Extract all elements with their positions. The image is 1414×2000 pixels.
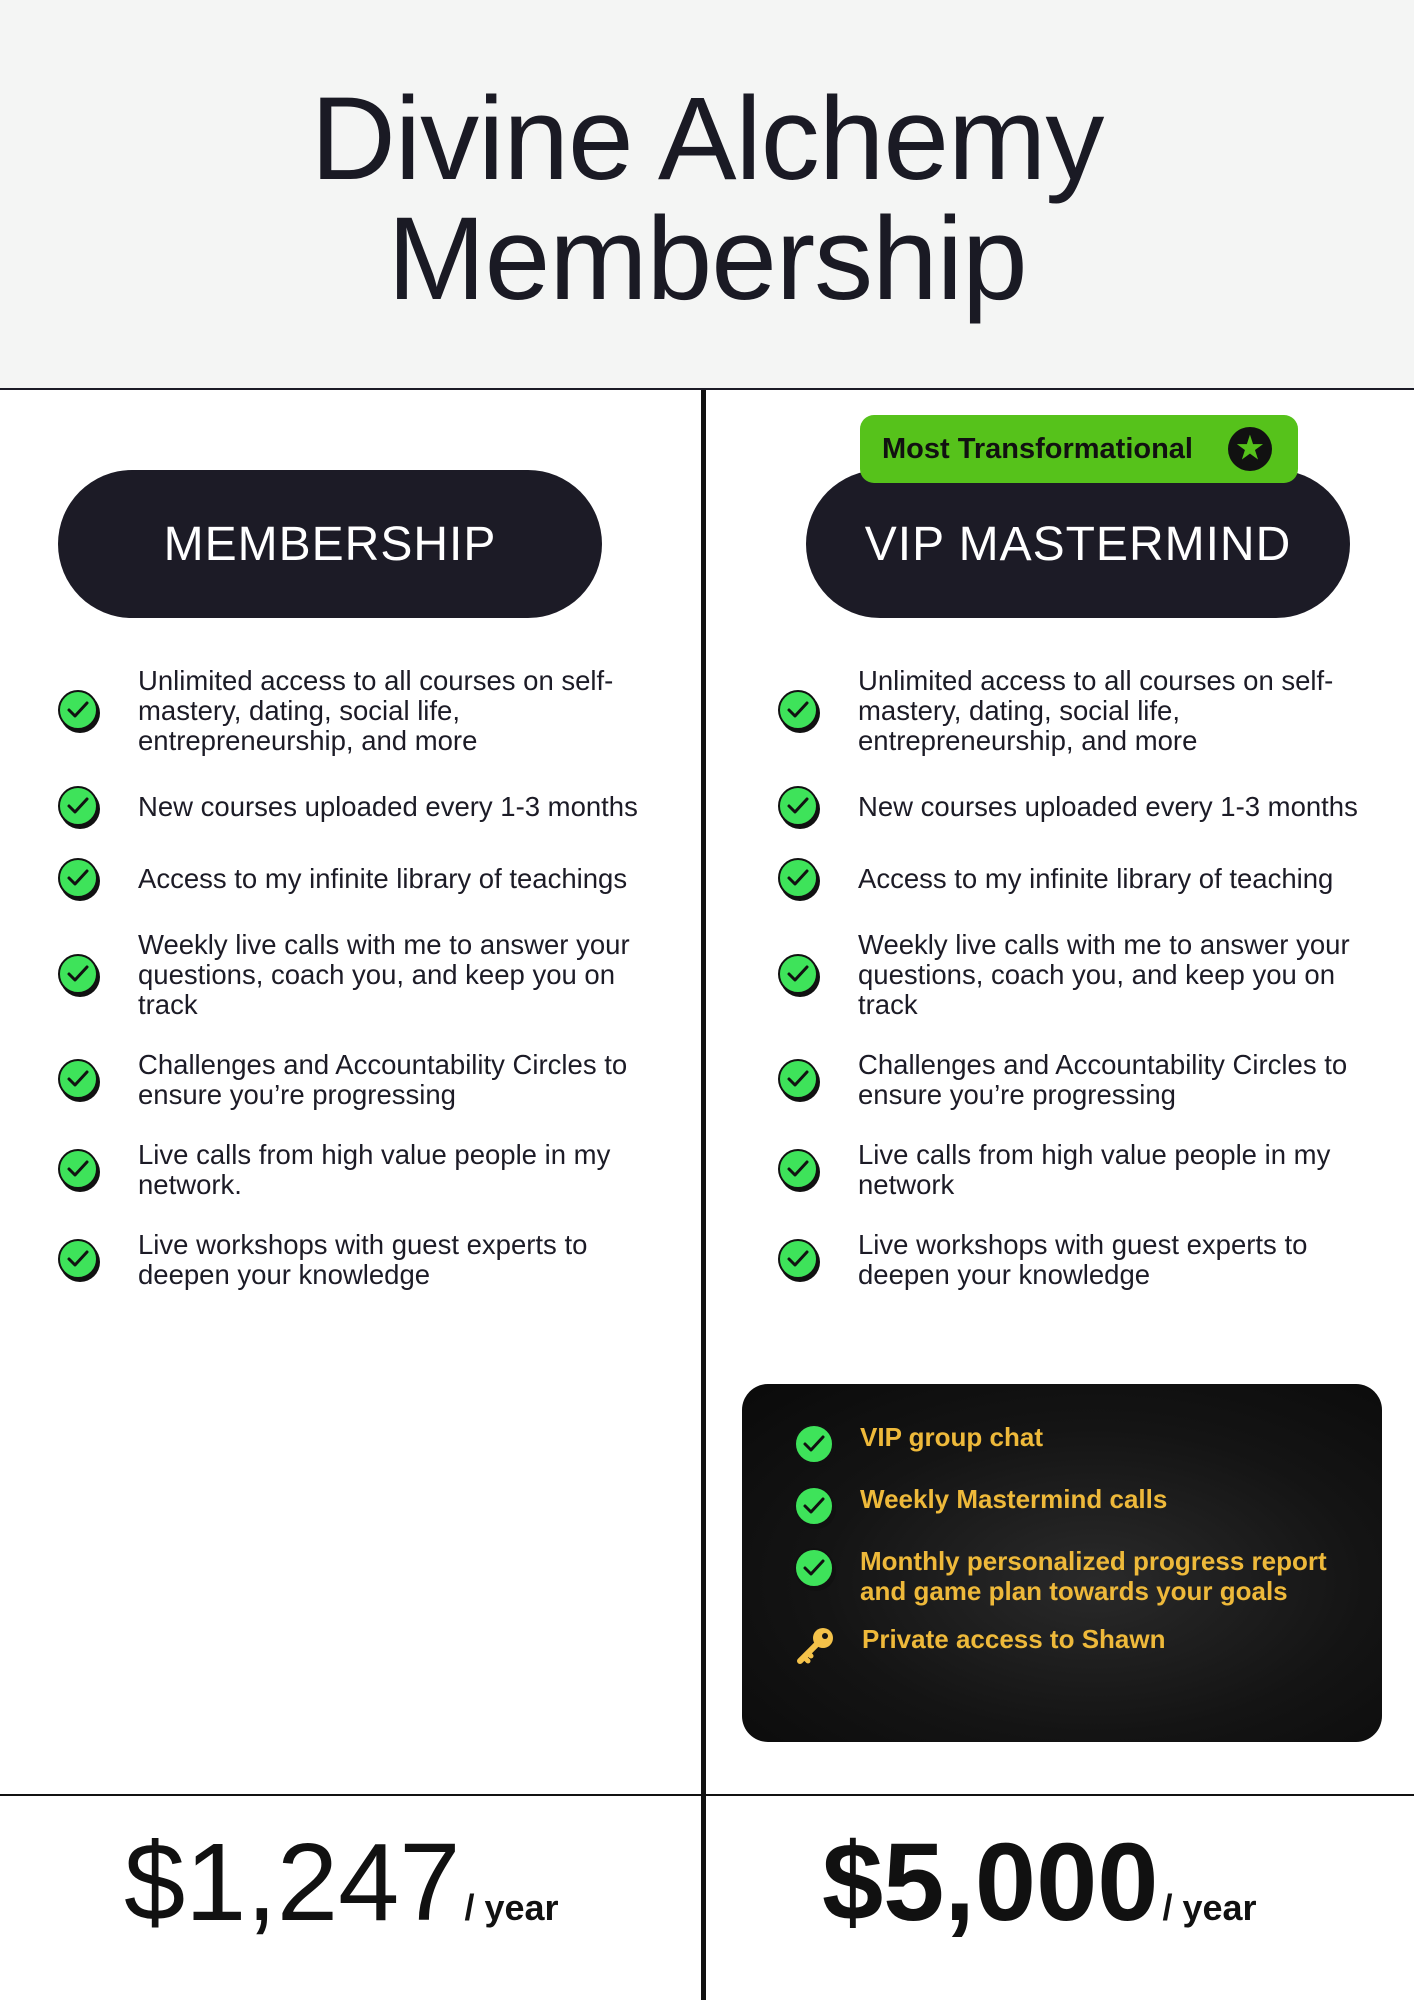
feature-text: Weekly live calls with me to answer your questions, coach you, and keep you on track <box>858 929 1350 1020</box>
price-period: / year <box>1162 1887 1257 1928</box>
feature-text: Weekly live calls with me to answer your questions, coach you, and keep you on track <box>138 929 630 1020</box>
feature-item <box>778 1140 1414 1200</box>
feature-item <box>58 1050 701 1110</box>
price-amount: $1,247 <box>124 1821 461 1944</box>
feature-text: Live calls from high value people in my network <box>858 1139 1331 1200</box>
vip-extra-text: Weekly Mastermind calls <box>860 1484 1168 1514</box>
check-circle-icon <box>794 1486 836 1528</box>
feature-text: Unlimited access to all courses on self-mastery, dating, social life, entrepreneurship, and more <box>858 665 1334 756</box>
page-title <box>310 73 1104 325</box>
membership-plan <box>0 392 701 1794</box>
feature-item <box>58 930 701 1020</box>
vip-extra-item <box>794 1484 1382 1528</box>
vip-extra-item <box>794 1624 1382 1668</box>
membership-plan-title: MEMBERSHIP <box>58 470 602 618</box>
vip-price <box>822 1821 1257 1944</box>
check-circle-icon <box>58 954 100 996</box>
check-circle-icon <box>778 786 820 828</box>
feature-item <box>778 1230 1414 1290</box>
price-divider <box>0 1794 1414 1796</box>
vip-plan-title: VIP MASTERMIND <box>806 470 1350 618</box>
feature-item <box>778 930 1414 1020</box>
most-transformational-badge <box>860 415 1298 483</box>
page-header <box>0 0 1414 390</box>
feature-item <box>58 666 701 756</box>
feature-text: Live workshops with guest experts to deepen your knowledge <box>138 1229 588 1290</box>
feature-item <box>58 1230 701 1290</box>
feature-text: Access to my infinite library of teachings <box>138 863 628 894</box>
check-circle-icon <box>778 1149 820 1191</box>
feature-text: Challenges and Accountability Circles to ensure you’re progressing <box>858 1049 1348 1110</box>
check-circle-icon <box>778 690 820 732</box>
feature-item <box>778 858 1414 900</box>
vip-extra-text: Private access to Shawn <box>862 1624 1166 1654</box>
feature-item <box>58 786 701 828</box>
feature-text: Access to my infinite library of teaching <box>858 863 1334 894</box>
check-circle-icon <box>58 786 100 828</box>
vip-extra-item <box>794 1546 1382 1606</box>
feature-text: Challenges and Accountability Circles to ensure you’re progressing <box>138 1049 628 1110</box>
feature-text: Live calls from high value people in my network. <box>138 1139 611 1200</box>
feature-item <box>778 786 1414 828</box>
vip-extra-text: VIP group chat <box>860 1422 1043 1452</box>
check-circle-icon <box>58 690 100 732</box>
membership-price <box>124 1821 559 1944</box>
vip-extra-item <box>794 1422 1382 1466</box>
feature-text: New courses uploaded every 1-3 months <box>138 791 638 822</box>
page-title-line-1: Divine Alchemy <box>310 73 1104 205</box>
vip-extras-box <box>742 1384 1382 1742</box>
feature-text: Live workshops with guest experts to deepen your knowledge <box>858 1229 1308 1290</box>
check-circle-icon <box>778 954 820 996</box>
badge-label: Most Transformational <box>882 432 1193 465</box>
feature-item <box>778 1050 1414 1110</box>
check-circle-icon <box>58 1059 100 1101</box>
price-amount: $5,000 <box>822 1821 1159 1944</box>
check-circle-icon <box>778 1059 820 1101</box>
feature-text: Unlimited access to all courses on self-mastery, dating, social life, entrepreneurship, and more <box>138 665 614 756</box>
check-circle-icon <box>778 1239 820 1281</box>
check-circle-icon <box>58 1239 100 1281</box>
check-circle-icon <box>58 858 100 900</box>
feature-item <box>778 666 1414 756</box>
check-circle-icon <box>794 1548 836 1590</box>
feature-item <box>58 1140 701 1200</box>
page-title-line-2: Membership <box>387 193 1027 325</box>
vip-feature-list <box>706 666 1414 1320</box>
membership-feature-list <box>0 666 701 1320</box>
feature-item <box>58 858 701 900</box>
feature-text: New courses uploaded every 1-3 months <box>858 791 1358 822</box>
vip-extra-text: Monthly personalized progress report and game plan towards your goals <box>860 1546 1327 1606</box>
check-circle-icon <box>778 858 820 900</box>
star-icon: ★ <box>1228 427 1272 471</box>
key-icon <box>794 1624 838 1668</box>
vip-plan <box>706 392 1414 1794</box>
check-circle-icon <box>58 1149 100 1191</box>
price-period: / year <box>464 1887 559 1928</box>
check-circle-icon <box>794 1424 836 1466</box>
